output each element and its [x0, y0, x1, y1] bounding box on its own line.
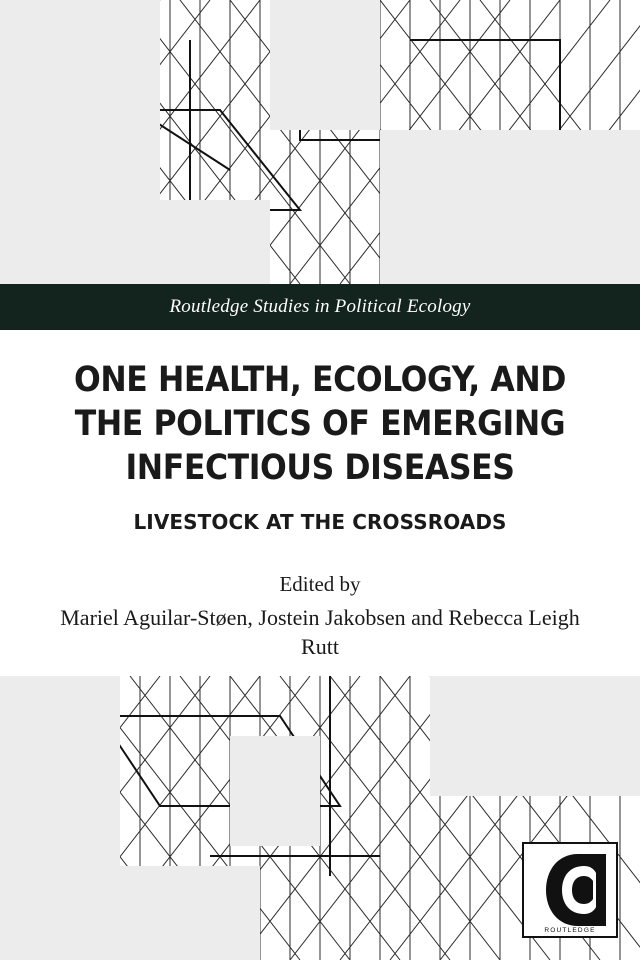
editor-names: Mariel Aguilar-Støen, Jostein Jakobsen and Rebecca Leigh Rutt [60, 605, 580, 660]
art-grey-panel [120, 866, 260, 960]
art-grey-panel [270, 0, 380, 130]
art-grey-panel [380, 130, 640, 284]
edited-by-label: Edited by [279, 572, 361, 597]
art-grey-panel [430, 676, 640, 796]
book-title: ONE HEALTH, ECOLOGY, AND THE POLITICS OF EMERGING INFECTIOUS DISEASES [73, 360, 567, 489]
routledge-logo-text: ROUTLEDGE [544, 927, 596, 934]
art-grey-panel [0, 0, 160, 284]
cover-text-block [0, 330, 640, 676]
series-band [0, 284, 640, 330]
art-grey-panel [0, 676, 120, 960]
top-geometric-artwork [0, 0, 640, 284]
art-grey-panel [160, 200, 270, 284]
art-grey-panel [230, 736, 320, 846]
book-subtitle: LIVESTOCK AT THE CROSSROADS [133, 510, 507, 535]
routledge-logo-mark [524, 844, 616, 936]
routledge-logo [522, 842, 618, 938]
series-title: Routledge Studies in Political Ecology [169, 296, 471, 317]
